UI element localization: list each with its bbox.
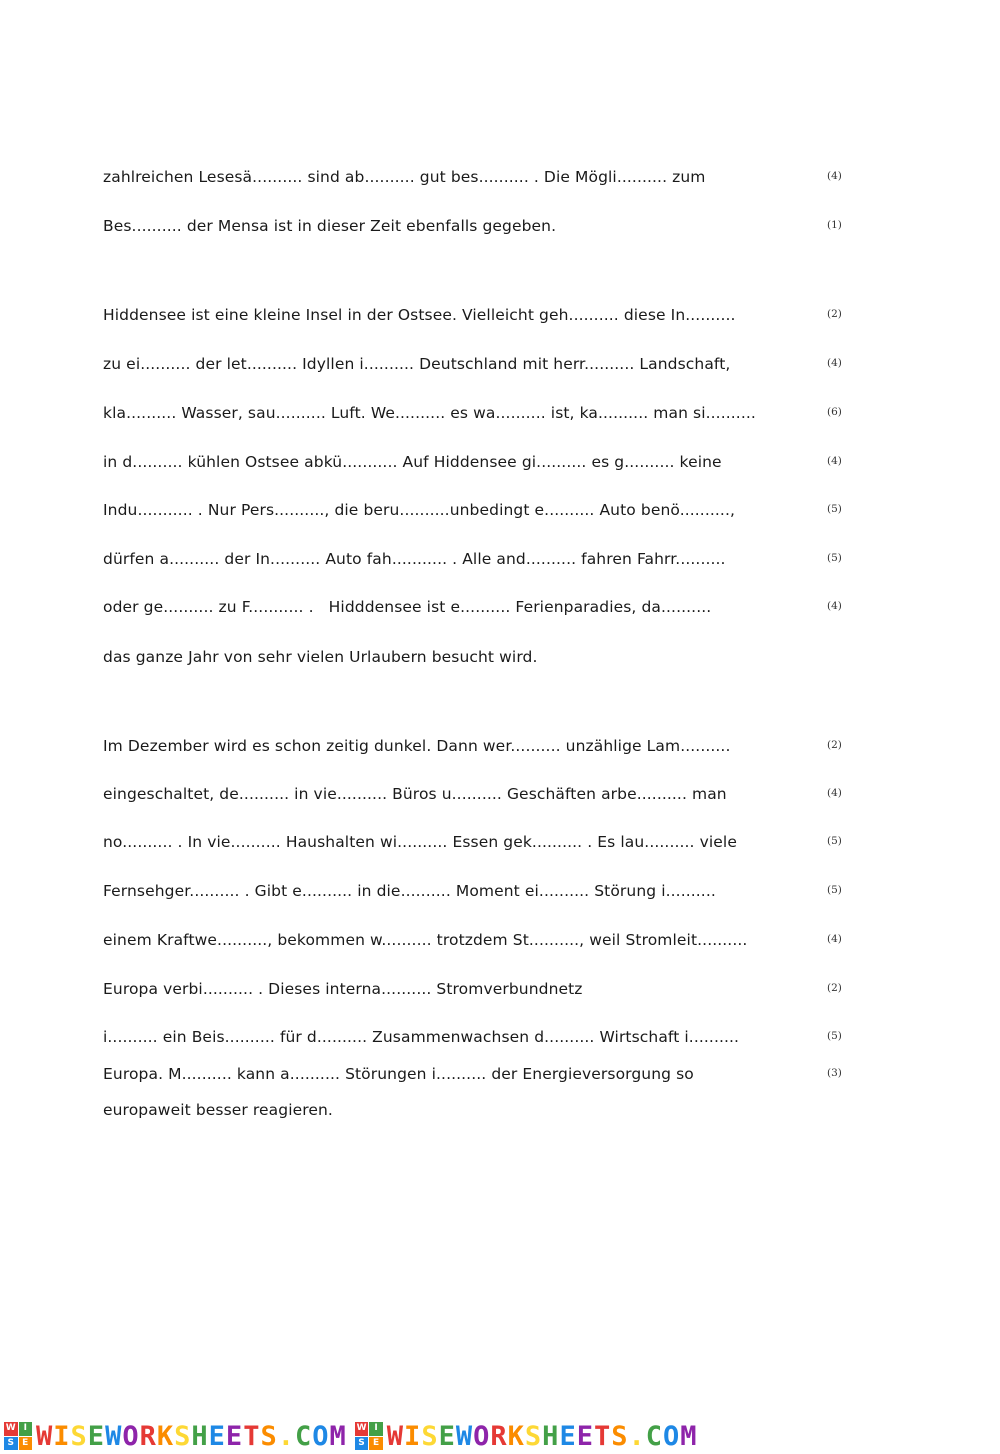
line-score: (4) [827,600,842,612]
line-score: (4) [827,455,842,467]
brand-text: WISEWORKSHEETS.COM [36,1420,347,1452]
line-text: oder ge.......... zu F........... . Hidddensee ist e.......... Ferienparadies, da.......... [103,598,712,616]
exercise-line [103,783,863,807]
brand-watermark [0,1418,347,1454]
line-score: (2) [827,982,842,994]
line-text: Hiddensee ist eine kleine Insel in der Ostsee. Vielleicht geh.......... diese In.......... [103,306,736,324]
exercise-line [103,880,863,904]
line-text: zahlreichen Lesesä.......... sind ab.......... gut bes.......... . Die Mögli.......... zum [103,168,706,186]
line-score: (2) [827,308,842,320]
exercise-line [103,978,863,1002]
line-text: dürfen a.......... der In.......... Auto fah........... . Alle and.......... fahren Fahrr.......... [103,550,726,568]
exercise-line [103,166,863,190]
line-text: Fernsehger.......... . Gibt e.......... in die.......... Moment ei.......... Störung i.......... [103,882,716,900]
line-text: i.......... ein Beis.......... für d.......... Zusammenwachsen d.......... Wirtschaft i.......... [103,1028,740,1046]
line-score: (6) [827,406,842,418]
exercise-line [103,1099,863,1123]
line-text: eingeschaltet, de.......... in vie.......... Büros u.......... Geschäften arbe.......... man [103,785,727,803]
wise-logo-icon: W I S E [4,1422,32,1450]
line-text: in d.......... kühlen Ostsee abkü........... Auf Hiddensee gi.......... es g.......... keine [103,453,722,471]
exercise-line [103,451,863,475]
line-text: Indu........... . Nur Pers.........., die beru..........unbedingt e.......... Auto benö.........., [103,501,735,519]
line-text: Europa verbi.......... . Dieses interna.......... Stromverbundnetz [103,980,583,998]
brand-watermark [351,1418,698,1454]
exercise-line [103,646,863,670]
exercise-line [103,1026,863,1050]
line-score: (5) [827,884,842,896]
exercise-line [103,929,863,953]
exercise-line [103,353,863,377]
exercise-line [103,402,863,426]
line-score: (5) [827,552,842,564]
exercise-line [103,831,863,855]
line-score: (2) [827,739,842,751]
exercise-line [103,215,863,239]
exercise-line [103,548,863,572]
line-score: (4) [827,787,842,799]
exercise-line [103,596,863,620]
line-score: (4) [827,357,842,369]
line-score: (1) [827,219,842,231]
brand-text: WISEWORKSHEETS.COM [386,1420,698,1452]
line-score: (4) [827,170,842,182]
line-score: (5) [827,503,842,515]
exercise-line [103,735,863,759]
line-text: Europa. M.......... kann a.......... Störungen i.......... der Energieversorgung so [103,1065,694,1083]
exercise-line [103,499,863,523]
line-text: Bes.......... der Mensa ist in dieser Zeit ebenfalls gegeben. [103,217,557,235]
line-text: no.......... . In vie.......... Haushalten wi.......... Essen gek.......... . Es lau.......... viele [103,833,737,851]
line-text: kla.......... Wasser, sau.......... Luft. We.......... es wa.......... ist, ka.......... man si.......... [103,404,756,422]
line-text: Im Dezember wird es schon zeitig dunkel. Dann wer.......... unzählige Lam.......... [103,737,731,755]
line-text: zu ei.......... der let.......... Idyllen i.......... Deutschland mit herr.......... Landschaft, [103,355,731,373]
exercise-line [103,304,863,328]
line-text: europaweit besser reagieren. [103,1101,333,1119]
line-text: das ganze Jahr von sehr vielen Urlaubern besucht wird. [103,648,538,666]
exercise-line [103,1063,863,1087]
line-score: (5) [827,835,842,847]
line-text: einem Kraftwe.........., bekommen w.......... trotzdem St.........., weil Stromleit.......... [103,931,748,949]
watermark-footer [0,1418,1000,1454]
line-score: (4) [827,933,842,945]
wise-logo-icon: W I S E [355,1422,383,1450]
line-score: (5) [827,1030,842,1042]
line-score: (3) [827,1067,842,1079]
